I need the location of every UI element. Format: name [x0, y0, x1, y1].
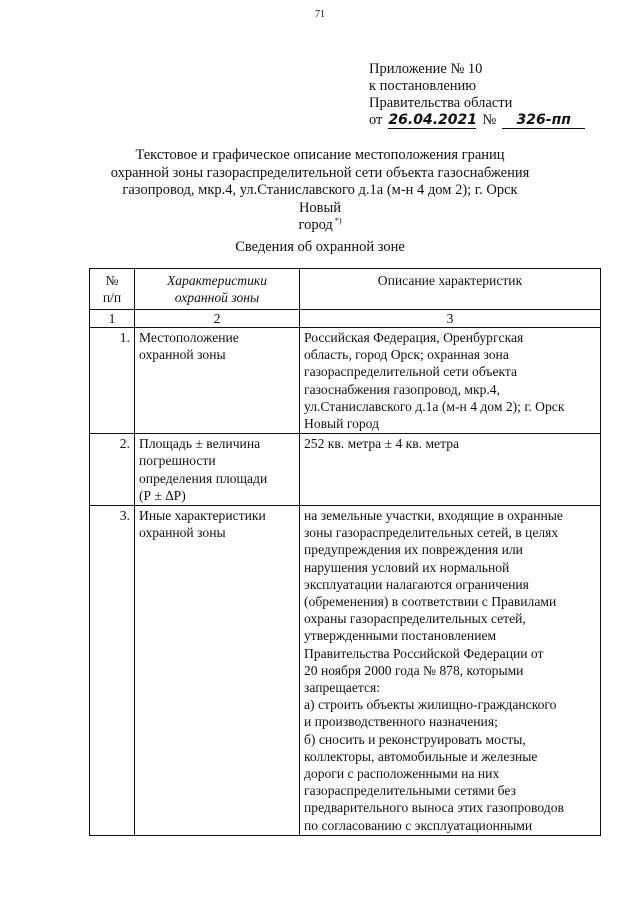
- table-index-row: [90, 310, 601, 328]
- table-header-row: [90, 269, 601, 310]
- row-number: 1.: [90, 328, 135, 434]
- table-row: [90, 328, 601, 434]
- number-label: №: [482, 112, 497, 128]
- title-line: газопровод, мкр.4, ул.Станиславского д.1а (м-н 4 дом 2); г. Орск Новый: [122, 182, 518, 216]
- row-description: на земельные участки, входящие в охранные зоны газораспределительных сетей, в целях предупреждения их повреждения или нарушения условий их нормальной эксплуатации налагаются ограничения (обременения) в соответствии с Правилами охраны газораспределительных сетей, утвержденными постановлением Правительства Российской Федерации от 20 ноября 2000 года № 878, которыми запрещается: а) строить объекты жилищно-гражданского и производственного назначения; б) сносить и реконструировать мосты, коллекторы, автомобильные и железные дороги с расположенными на них газораспределительными сетями без предварительного выноса этих газопроводов по согласованию с эксплуатационными: [300, 506, 601, 836]
- index-cell: 3: [300, 310, 601, 328]
- title-line-last: [100, 217, 540, 235]
- appendix-line: Правительства области: [369, 95, 513, 111]
- row-characteristic: Иные характеристики охранной зоны: [135, 506, 300, 836]
- zone-info-table: [89, 268, 601, 836]
- row-characteristic: Площадь ± величина погрешности определения площади (Р ± ∆Р): [135, 434, 300, 506]
- appendix-line: к постановлению: [369, 78, 477, 94]
- row-description: 252 кв. метра ± 4 кв. метра: [300, 434, 601, 506]
- appendix-line: Приложение № 10: [369, 61, 483, 77]
- row-description: Российская Федерация, Оренбургская область, город Орск; охранная зона газораспределительной сети объекта газоснабжения газопровод, мкр.4, ул.Станиславского д.1а (м-н 4 дом 2); г. Орск Новый город: [300, 328, 601, 434]
- table-row: [90, 506, 601, 836]
- title-line: Текстовое и графическое описание местоположения границ: [135, 147, 505, 163]
- decree-reference: [369, 112, 585, 129]
- row-characteristic: Местоположение охранной зоны: [135, 328, 300, 434]
- from-label: от: [369, 112, 383, 128]
- header-number: № п/п: [90, 269, 135, 310]
- row-number: 3.: [90, 506, 135, 836]
- row-number: 2.: [90, 434, 135, 506]
- header-description: Описание характеристик: [300, 269, 601, 310]
- table-row: [90, 434, 601, 506]
- page-number: 71: [315, 9, 325, 20]
- section-subtitle: Сведения об охранной зоне: [235, 239, 405, 255]
- index-cell: 1: [90, 310, 135, 328]
- appendix-block: [369, 61, 585, 129]
- handwritten-number: 326-пп: [502, 113, 585, 129]
- header-characteristic: Характеристики охранной зоны: [135, 269, 300, 310]
- title-line: город: [298, 217, 333, 233]
- handwritten-date: 26.04.2021: [388, 112, 477, 128]
- footnote-mark: *): [334, 216, 342, 226]
- title-line: охранной зоны газораспределительной сети объекта газоснабжения: [110, 164, 530, 181]
- document-title: [100, 147, 540, 235]
- index-cell: 2: [135, 310, 300, 328]
